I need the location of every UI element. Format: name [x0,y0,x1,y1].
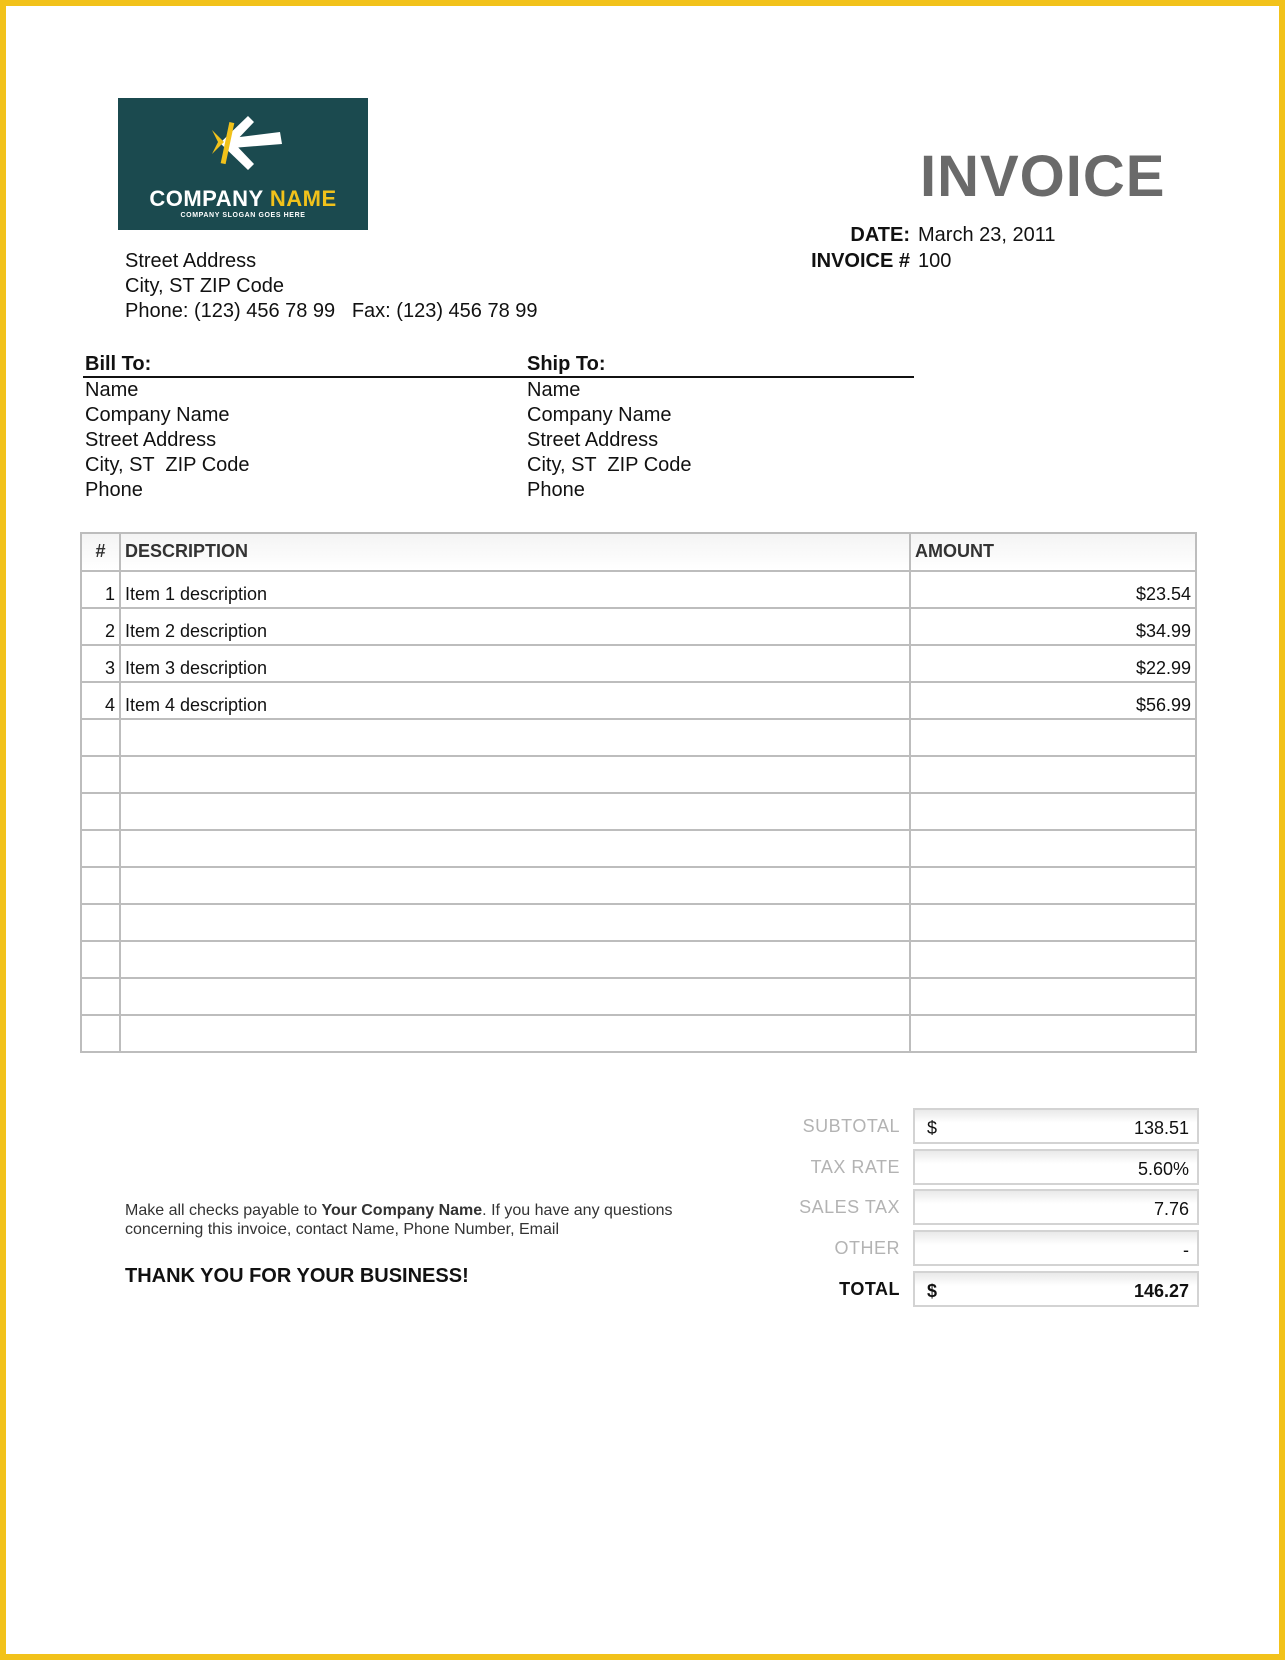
row-amount [910,867,1196,904]
row-number [81,941,120,978]
company-logo [118,98,368,230]
subtotal-currency: $ [927,1118,938,1138]
row-amount: $34.99 [910,608,1196,645]
row-number [81,904,120,941]
total-currency: $ [927,1281,938,1301]
table-row [81,756,1196,793]
row-number: 3 [81,645,120,682]
row-amount: $23.54 [910,571,1196,608]
ship-to-name: Name [527,379,581,401]
table-row [81,682,1196,719]
row-description: Item 2 description [120,608,910,645]
other-box [913,1230,1199,1266]
header-description: DESCRIPTION [120,533,910,571]
sales-tax-box [913,1189,1199,1225]
row-number: 2 [81,608,120,645]
sender-city: City, ST ZIP Code [125,275,284,297]
table-row [81,645,1196,682]
table-row [81,941,1196,978]
row-description [120,978,910,1015]
row-description [120,941,910,978]
ship-to-city: City, ST ZIP Code [527,454,692,476]
row-number [81,978,120,1015]
row-amount [910,830,1196,867]
table-row [81,1015,1196,1052]
bill-to-city: City, ST ZIP Code [85,454,250,476]
row-description: Item 4 description [120,682,910,719]
ship-to-phone: Phone [527,479,585,501]
bill-to-name: Name [85,379,139,401]
tax-rate-value: 5.60% [1137,1159,1189,1179]
total-label: TOTAL [839,1279,900,1299]
row-number: 4 [81,682,120,719]
bill-to-heading: Bill To: [85,353,152,375]
bill-to-block [85,378,250,503]
row-description [120,1015,910,1052]
row-amount: $56.99 [910,682,1196,719]
thank-you-message: THANK YOU FOR YOUR BUSINESS! [125,1265,469,1287]
total-box [913,1271,1199,1307]
table-row [81,571,1196,608]
table-row [81,793,1196,830]
row-description: Item 3 description [120,645,910,682]
payment-note: Make all checks payable to Your Company Name. If you have any questions concerning this invoice, contact Name, Phone Number, Email [125,1202,673,1238]
ship-to-heading: Ship To: [527,353,606,375]
subtotal-label: SUBTOTAL [802,1116,900,1136]
invoice-number-label: INVOICE # [811,250,910,272]
ship-to-block [527,378,692,503]
row-description [120,756,910,793]
row-description [120,904,910,941]
row-number [81,719,120,756]
bill-to-street: Street Address [85,429,217,451]
row-amount [910,756,1196,793]
table-row [81,719,1196,756]
row-description [120,867,910,904]
subtotal-box [913,1108,1199,1144]
logo-mark-icon [198,108,288,178]
bill-to-company: Company Name [85,404,230,426]
ship-to-company: Company Name [527,404,672,426]
row-description [120,719,910,756]
row-description: Item 1 description [120,571,910,608]
sender-phone-fax: Phone: (123) 456 78 99 Fax: (123) 456 78 99 [125,300,538,322]
sales-tax-label: SALES TAX [799,1197,900,1217]
row-number [81,867,120,904]
total-value: 146.27 [1133,1281,1189,1301]
row-number [81,756,120,793]
payable-company: Your Company Name [321,1202,483,1219]
date-label: DATE: [850,224,910,246]
table-row [81,867,1196,904]
sender-address [125,249,538,324]
table-header-row [81,533,1196,571]
other-label: OTHER [834,1238,900,1258]
tax-rate-box [913,1149,1199,1185]
header-num: # [81,533,120,571]
row-amount [910,1015,1196,1052]
invoice-number-value: 100 [918,250,952,272]
row-number: 1 [81,571,120,608]
items-table [80,532,1197,1053]
row-number [81,793,120,830]
tax-rate-label: TAX RATE [810,1157,900,1177]
row-number [81,1015,120,1052]
row-amount [910,978,1196,1015]
row-amount [910,904,1196,941]
row-number [81,830,120,867]
subtotal-value: 138.51 [1133,1118,1189,1138]
row-amount [910,793,1196,830]
row-amount [910,719,1196,756]
logo-slogan: COMPANY SLOGAN GOES HERE [180,212,306,219]
bill-to-phone: Phone [85,479,143,501]
table-row [81,904,1196,941]
date-value: March 23, 2011 [918,224,1056,246]
header-amount: AMOUNT [910,533,1196,571]
table-row [81,830,1196,867]
other-value: - [1183,1240,1189,1260]
row-description [120,793,910,830]
row-description [120,830,910,867]
sender-street: Street Address [125,250,257,272]
invoice-title: INVOICE [920,144,1166,209]
sales-tax-value: 7.76 [1153,1199,1189,1219]
row-amount [910,941,1196,978]
table-row [81,978,1196,1015]
row-amount: $22.99 [910,645,1196,682]
ship-to-street: Street Address [527,429,659,451]
table-row [81,608,1196,645]
logo-wordmark: COMPANY NAME [149,186,337,211]
